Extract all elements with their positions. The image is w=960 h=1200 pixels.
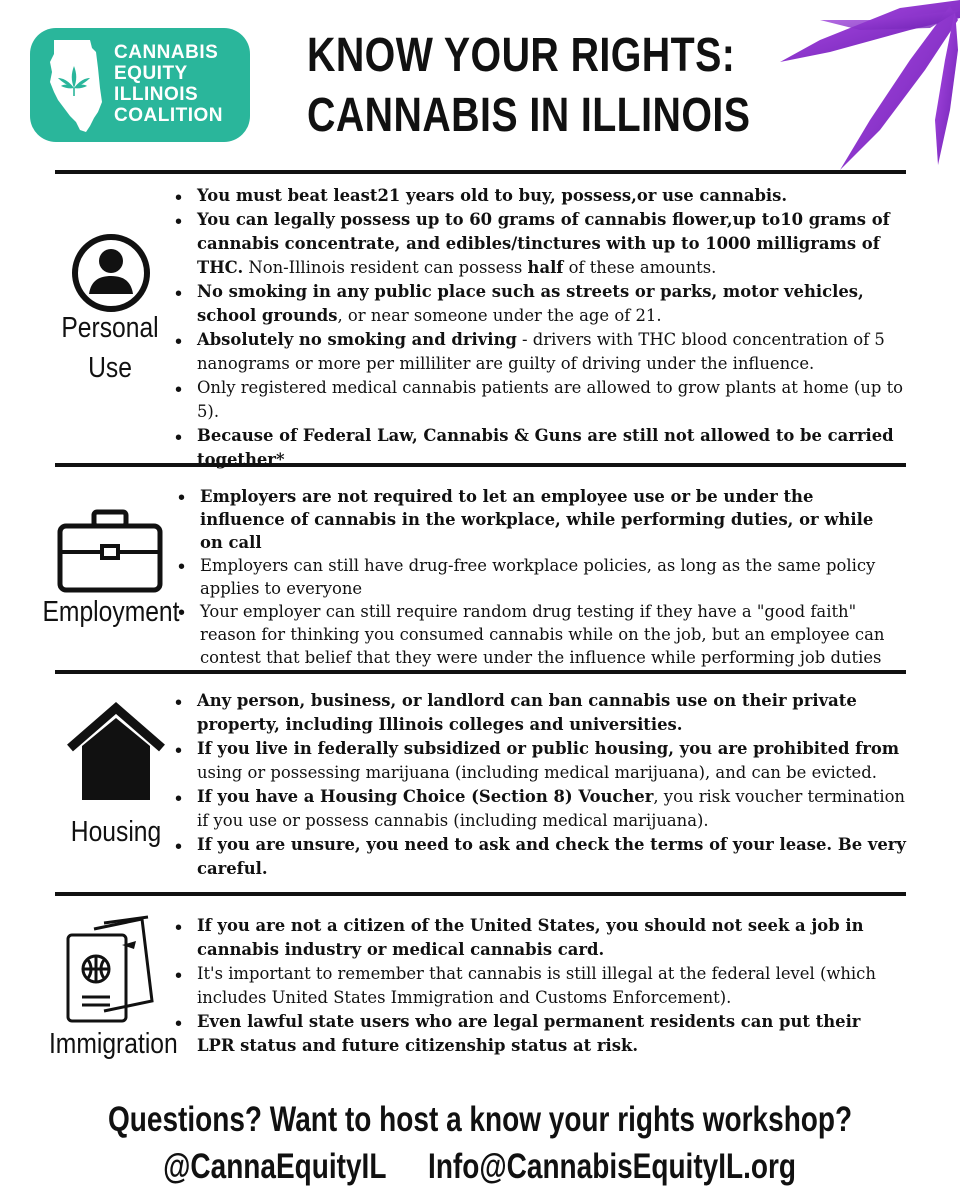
bullet-list: [197, 689, 907, 881]
list-item: [197, 785, 907, 833]
list-item: [197, 689, 907, 737]
footer-question-text: Questions? Want to host a know your rights workshop?: [107, 1100, 853, 1139]
section-label: [48, 1024, 178, 1064]
label-line: Use: [88, 352, 132, 384]
list-item: [197, 376, 922, 424]
item-text: , you risk voucher termination if you use or possess cannabis (including medical marijuana).: [197, 787, 905, 830]
cannabis-leaf-icon: [760, 0, 960, 175]
item-bold: Absolutely no smoking and driving: [197, 330, 517, 349]
section-label: [61, 308, 160, 388]
item-text: Non-Illinois resident can possess: [243, 258, 528, 277]
list-item: [197, 424, 922, 472]
list-item: [197, 328, 922, 376]
bullet-list: [200, 485, 900, 669]
item-bold: If you have a Housing Choice (Section 8) Voucher: [197, 787, 654, 806]
label-line: Immigration: [48, 1028, 178, 1060]
list-item: [200, 485, 900, 554]
list-item: [200, 554, 900, 600]
item-text: Only registered medical cannabis patients are allowed to grow plants at home (up to 5).: [197, 378, 904, 421]
item-bold: Even lawful state users who are legal permanent residents can put their LPR status and future citizenship status at risk.: [197, 1012, 861, 1055]
list-item: [200, 600, 900, 669]
bullet-list: [197, 184, 922, 472]
illinois-state-icon: [46, 38, 108, 134]
list-item: [197, 208, 922, 280]
list-item: [197, 280, 922, 328]
item-bold: You can legally possess up to 60 grams of cannabis flower,up to10 grams of cannabis concentrate, and edibles/tinctures with up to 1000 milligrams of THC.: [197, 210, 890, 277]
item-text: Employers can still have drug-free workplace policies, as long as the same policy applies to everyone: [200, 556, 876, 598]
logo-text: [114, 42, 223, 126]
item-text: It's important to remember that cannabis is still illegal at the federal level (which includes United States Immigration and Customs Enforcement).: [197, 964, 876, 1007]
briefcase-icon: [56, 508, 164, 594]
logo-line: ILLINOIS: [114, 84, 199, 105]
item-bold: You must beat least21 years old to buy, possess,or use cannabis.: [197, 186, 788, 205]
item-bold: Any person, business, or landlord can ban cannabis use on their private property, including Illinois colleges and universities.: [197, 691, 857, 734]
list-item: [197, 833, 907, 881]
passport-icon: [64, 915, 156, 1025]
bullet-list: [197, 914, 902, 1058]
section-label: [65, 812, 167, 852]
item-bold: If you are not a citizen of the United States, you should not seek a job in cannabis industry or medical cannabis card.: [197, 916, 864, 959]
divider: [55, 892, 906, 896]
contact-line: [164, 1142, 797, 1192]
label-line: Housing: [70, 816, 162, 848]
list-item: [197, 914, 902, 962]
list-item: [197, 1010, 902, 1058]
list-item: [197, 962, 902, 1010]
item-bold: Because of Federal Law, Cannabis & Guns are still not allowed to be carried together*: [197, 426, 894, 469]
list-item: [197, 737, 907, 785]
logo-line: COALITION: [114, 105, 223, 126]
social-handle-link[interactable]: @CannaEquityIL: [163, 1147, 387, 1186]
divider: [55, 670, 906, 674]
item-bold: If you live in federally subsidized or public housing, you are prohibited from: [197, 739, 900, 758]
item-text: , or near someone under the age of 21.: [337, 306, 662, 325]
page-title: [307, 26, 751, 146]
item-text: - drivers with THC blood concentration of 5 nanograms or more per milliliter are guilty of driving under the influence.: [197, 330, 885, 373]
footer-question: [0, 1095, 960, 1145]
label-line: Employment: [42, 596, 180, 628]
item-text: Your employer can still require random drug testing if they have a "good faith" reason for thinking you consumed cannabis while on the job, but an employee can contest that belief that they were under the influence while performing job duties: [200, 602, 885, 667]
item-bold: If you are unsure, you need to ask and check the terms of your lease. Be very careful.: [197, 835, 906, 878]
item-text: using or possessing marijuana (including medical marijuana), and can be evicted.: [197, 763, 877, 782]
item-bold: half: [527, 258, 564, 277]
title-line-2: CANNABIS IN ILLINOIS: [307, 89, 751, 142]
divider: [55, 170, 906, 174]
title-line-1: KNOW YOUR RIGHTS:: [307, 29, 736, 82]
list-item: [197, 184, 922, 208]
logo-line: EQUITY: [114, 63, 188, 84]
section-label: [39, 592, 184, 632]
house-icon: [66, 702, 166, 802]
user-circle-icon: [70, 232, 152, 314]
coalition-logo: [30, 28, 250, 142]
item-bold: Employers are not required to let an employee use or be under the influence of cannabis in the workplace, while performing duties, or while on call: [200, 487, 874, 552]
logo-line: CANNABIS: [114, 42, 219, 63]
item-bold: No smoking in any public place such as streets or parks, motor vehicles, school grounds: [197, 282, 864, 325]
footer-contact: [0, 1142, 960, 1192]
email-link[interactable]: Info@CannabisEquityIL.org: [428, 1147, 797, 1186]
item-text: of these amounts.: [563, 258, 717, 277]
label-line: Personal: [61, 312, 159, 344]
